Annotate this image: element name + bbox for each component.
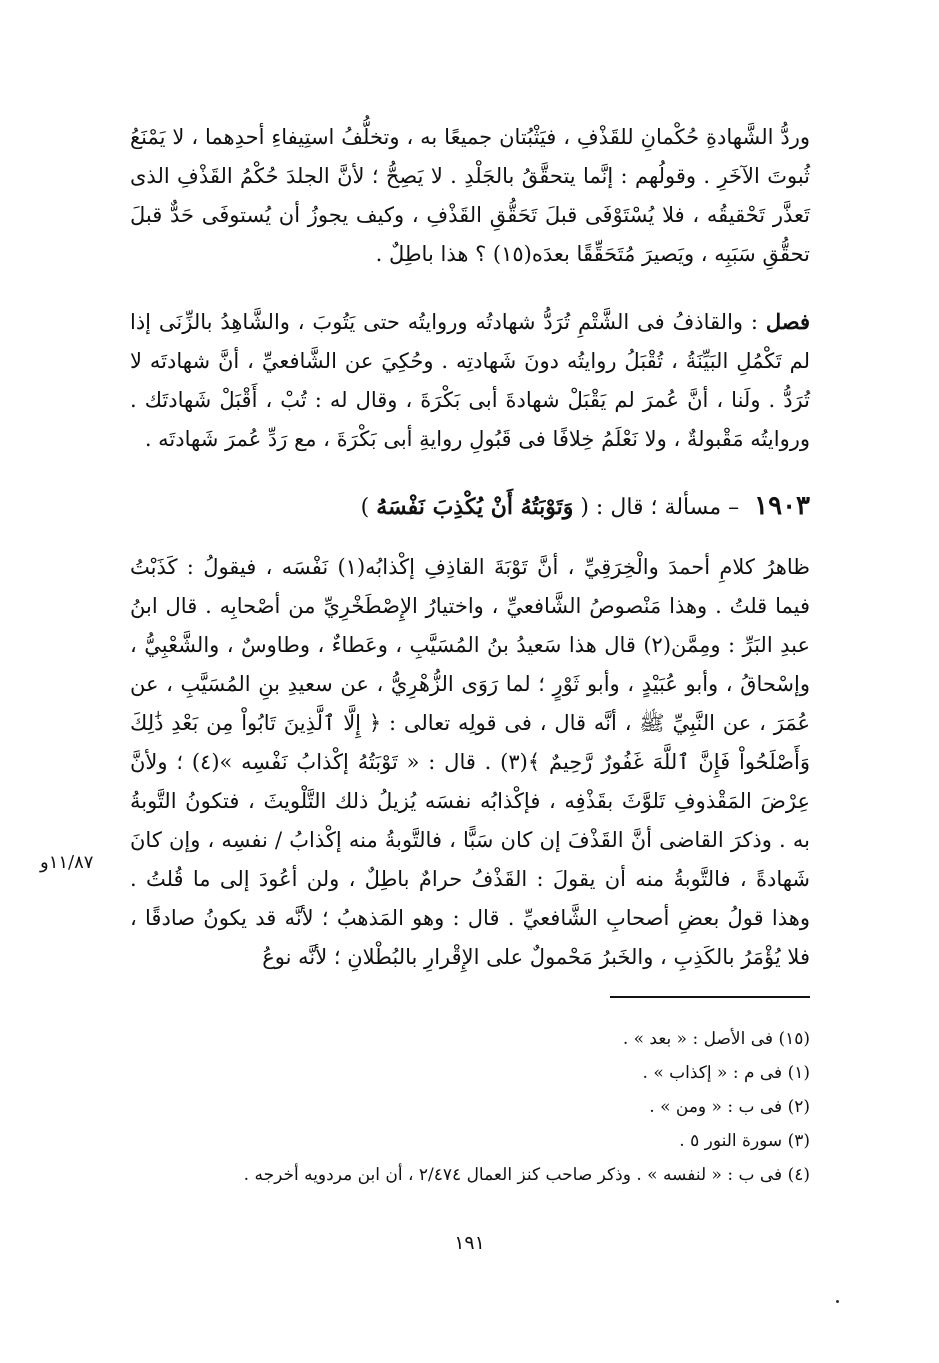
paragraph-text: : والقاذفُ فى الشَّتْمِ تُرَدُّ شهادتُه وروايتُه حتى يَتُوبَ ، والشَّاهِدُ بالزِّنَى إذا لم تَكْمُلِ البَيِّنَةُ ، تُقْبَلُ روايتُه دونَ شَهادتِه . وحُكِيَ عن الشَّافعيِّ ، أنَّ شهادتَه لا تُرَدُّ . ولَنا ، أنَّ عُمرَ لم يَقْبَلْ شهادةَ أبى بَكْرَةَ ، وقال له : تُبْ ، أَقْبَلْ شَهادتَك . وروايتُه مَقْبولةٌ ، ولا نَعْلَمُ خِلافًا فى قَبُولِ روايةِ أبى بَكْرَةَ ، مع رَدِّ عُمرَ شَهادتَه . xyxy=(130,310,810,451)
footnote-item: (٢) فى ب : « ومن » . xyxy=(649,1097,810,1117)
footnote-item: (١) فى م : « إكذاب » . xyxy=(642,1063,810,1083)
paragraph-qadhf-rulings xyxy=(130,118,810,274)
paragraph-text: وردُّ الشَّهادةِ حُكْمانِ للقَذْفِ ، فيَثْبُتان جميعًا به ، وتخلُّفُ استِيفاءِ أحدِهما ، لا يَمْنَعُ ثُبوتَ الآخَرِ . وقولُهم : إنَّما يتحقَّقُ بالجَلْدِ . لا يَصِحُّ ؛ لأنَّ الجلدَ حُكْمُ القَذْفِ الذى تَعذَّر تَحْقيقُه ، فلا يُسْتَوْفَى قبلَ تَحَقُّقِ القَذْفِ ، وكيف يجوزُ أن يُستوفَى حَدٌّ قبلَ تحقُّقِ سَبَبِه ، ويَصيرَ مُتَحَقِّقًا بعدَه(١٥) ؟ هذا باطِلٌ . xyxy=(130,125,810,266)
footnote-item: (٣) سورة النور ٥ . xyxy=(679,1131,810,1151)
footnote-item: (٤) فى ب : « لنفسه » . وذكر صاحب كنز العمال ٢/٤٧٤ ، أن ابن مردويه أخرجه . xyxy=(243,1165,810,1185)
paragraph-text-wrapper xyxy=(130,302,810,459)
paragraph-text: ظاهرُ كلامِ أحمدَ والْخِرَقِيِّ ، أنَّ تَوْبَةَ القاذِفِ إكْذابُه(١) نَفْسَه ، فيقولُ : كَذَبْتُ فيما قلتُ . وهذا مَنْصوصُ الشَّافعيِّ ، واختيارُ الإِصْطَخْرِيِّ من أصْحابِه . قال ابنُ عبدِ البَرِّ : ومِمَّن(٢) قال هذا سَعيدُ بنُ المُسَيَّبِ ، وعَطاءٌ ، وطاوسٌ ، والشَّعْبِيُّ ، وإسْحاقُ ، وأبو عُبَيْدٍ ، وأبو ثَوْرٍ ؛ لما رَوَى الزُّهْرِيُّ ، عن سعيدِ بنِ المُسَيَّبِ ، عن عُمَرَ ، عن النَّبِيِّ ﷺ ، أنَّه قال ، فى قولِه تعالى : ﴿ إِلَّا ٱلَّذِينَ تَابُواْ مِن بَعْدِ ذَٰلِكَ وَأَصْلَحُواْ فَإِنَّ ٱللَّهَ غَفُورٌ رَّحِيمٌ ﴾(٣) . قال : « تَوْبَتُهُ إكْذابُ نَفْسِه »(٤) ؛ ولأنَّ عِرْضَ المَقْذوفِ تَلوَّثَ بقَذْفِه ، فإكْذابُه نفسَه يُزيلُ ذلك التَّلْويثَ ، فتكونُ التَّوبةُ به . وذكرَ القاضى أنَّ القَذْفَ إن كان سَبًّا ، فالتَّوبةُ منه إكْذابُ / نفسِه ، وإن كانَ شَهادةً ، فالتَّوبةُ منه أن يقولَ : القَذْفُ حرامٌ باطِلٌ ، ولن أعُودَ إلى ما قُلتُ . وهذا قولُ بعضِ أصحابِ الشَّافعيِّ . قال : وهو المَذهبُ ؛ لأنَّه قد يكونُ صادقًا ، فلا يُؤْمَرُ بالكَذِبِ ، والخَبرُ مَحْمولٌ على الإِقْرارِ بالبُطْلانِ ؛ لأنَّه نوعُ xyxy=(130,555,810,969)
fasl-label: فصل xyxy=(765,309,810,334)
masala-heading xyxy=(130,486,810,528)
page-number: ١٩١ xyxy=(454,1232,485,1254)
masala-quote: وَتَوْبَتُهُ أَنْ يُكْذِبَ نَفْسَهُ xyxy=(376,494,574,520)
scan-speck xyxy=(836,1300,839,1303)
footnotes-list xyxy=(130,1022,810,1192)
paragraph-tawba xyxy=(130,548,810,977)
masala-intro: – مسألة ؛ قال : ( xyxy=(580,495,740,520)
paragraph-fasl xyxy=(130,302,810,459)
masala-number: ١٩٠٣ xyxy=(754,491,810,521)
footnote-divider xyxy=(610,996,810,998)
masala-close: ) xyxy=(360,495,370,520)
margin-folio-note: ١١/٨٧و xyxy=(40,852,94,873)
footnote-item: (١٥) فى الأصل : « بعد » . xyxy=(622,1029,810,1049)
